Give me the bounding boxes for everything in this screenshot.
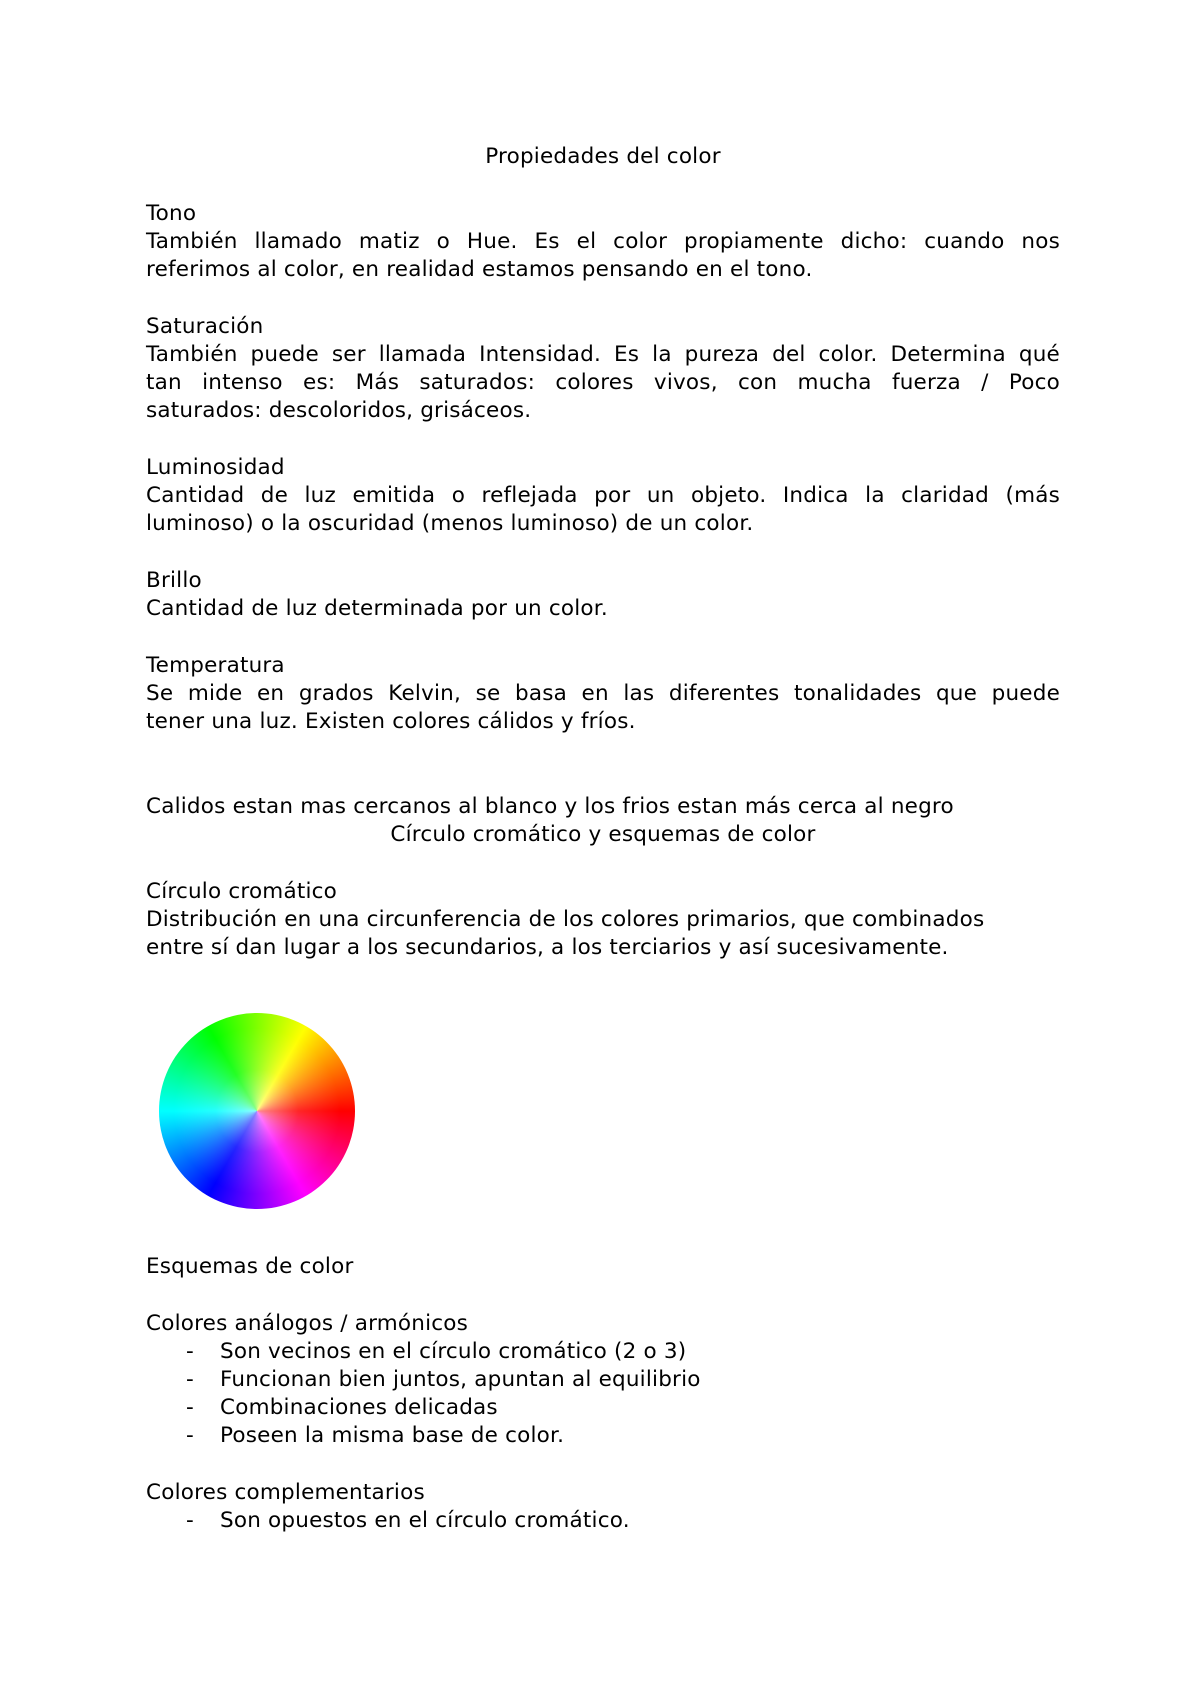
heading-luminosidad: Luminosidad <box>146 455 285 480</box>
tono-text-line: También llamado matiz o Hue. Es el color propiamente dicho: cuando nos <box>146 229 1060 254</box>
section-subtitle: Círculo cromático y esquemas de color <box>390 822 816 847</box>
list-item-text: Funcionan bien juntos, apuntan al equilibrio <box>220 1367 701 1392</box>
temperature-note: Calidos estan mas cercanos al blanco y los frios estan más cerca al negro <box>146 794 954 819</box>
list-item <box>186 1338 686 1366</box>
list-item-text: Son opuestos en el círculo cromático. <box>220 1508 630 1533</box>
heading-tono: Tono <box>146 201 197 226</box>
bullet-dash: - <box>186 1395 194 1420</box>
bullet-dash: - <box>186 1339 194 1364</box>
saturacion-text-line: También puede ser llamada Intensidad. Es la pureza del color. Determina qué <box>146 342 1060 367</box>
heading-brillo: Brillo <box>146 568 202 593</box>
bullet-dash: - <box>186 1508 194 1533</box>
heading-colores-complementarios: Colores complementarios <box>146 1480 425 1505</box>
list-item <box>186 1394 498 1422</box>
heading-circulo-cromatico: Círculo cromático <box>146 879 338 904</box>
temperatura-text-line: Se mide en grados Kelvin, se basa en las diferentes tonalidades que puede <box>146 681 1060 706</box>
circulo-text-line: entre sí dan lugar a los secundarios, a los terciarios y así sucesivamente. <box>146 935 949 960</box>
list-item-text: Son vecinos en el círculo cromático (2 o 3) <box>220 1339 687 1364</box>
heading-temperatura: Temperatura <box>146 653 285 678</box>
tono-text-line: referimos al color, en realidad estamos pensando en el tono. <box>146 257 813 282</box>
list-item <box>186 1422 564 1450</box>
list-item-text: Poseen la misma base de color. <box>220 1423 565 1448</box>
color-wheel-icon <box>159 1013 355 1209</box>
saturacion-text-line: saturados: descoloridos, grisáceos. <box>146 398 532 423</box>
heading-esquemas-de-color: Esquemas de color <box>146 1254 354 1279</box>
heading-colores-analogos: Colores análogos / armónicos <box>146 1311 469 1336</box>
saturacion-text-line: tan intenso es: Más saturados: colores vivos, con mucha fuerza / Poco <box>146 370 1060 395</box>
list-item <box>186 1507 630 1535</box>
circulo-text-line: Distribución en una circunferencia de los colores primarios, que combinados <box>146 907 985 932</box>
heading-saturacion: Saturación <box>146 314 264 339</box>
luminosidad-text-line: luminoso) o la oscuridad (menos luminoso) de un color. <box>146 511 754 536</box>
luminosidad-text-line: Cantidad de luz emitida o reflejada por un objeto. Indica la claridad (más <box>146 483 1060 508</box>
document-title: Propiedades del color <box>485 144 721 169</box>
bullet-dash: - <box>186 1423 194 1448</box>
temperatura-text-line: tener una luz. Existen colores cálidos y fríos. <box>146 709 636 734</box>
bullet-dash: - <box>186 1367 194 1392</box>
list-item <box>186 1366 701 1394</box>
brillo-text-line: Cantidad de luz determinada por un color. <box>146 596 608 621</box>
list-item-text: Combinaciones delicadas <box>220 1395 498 1420</box>
